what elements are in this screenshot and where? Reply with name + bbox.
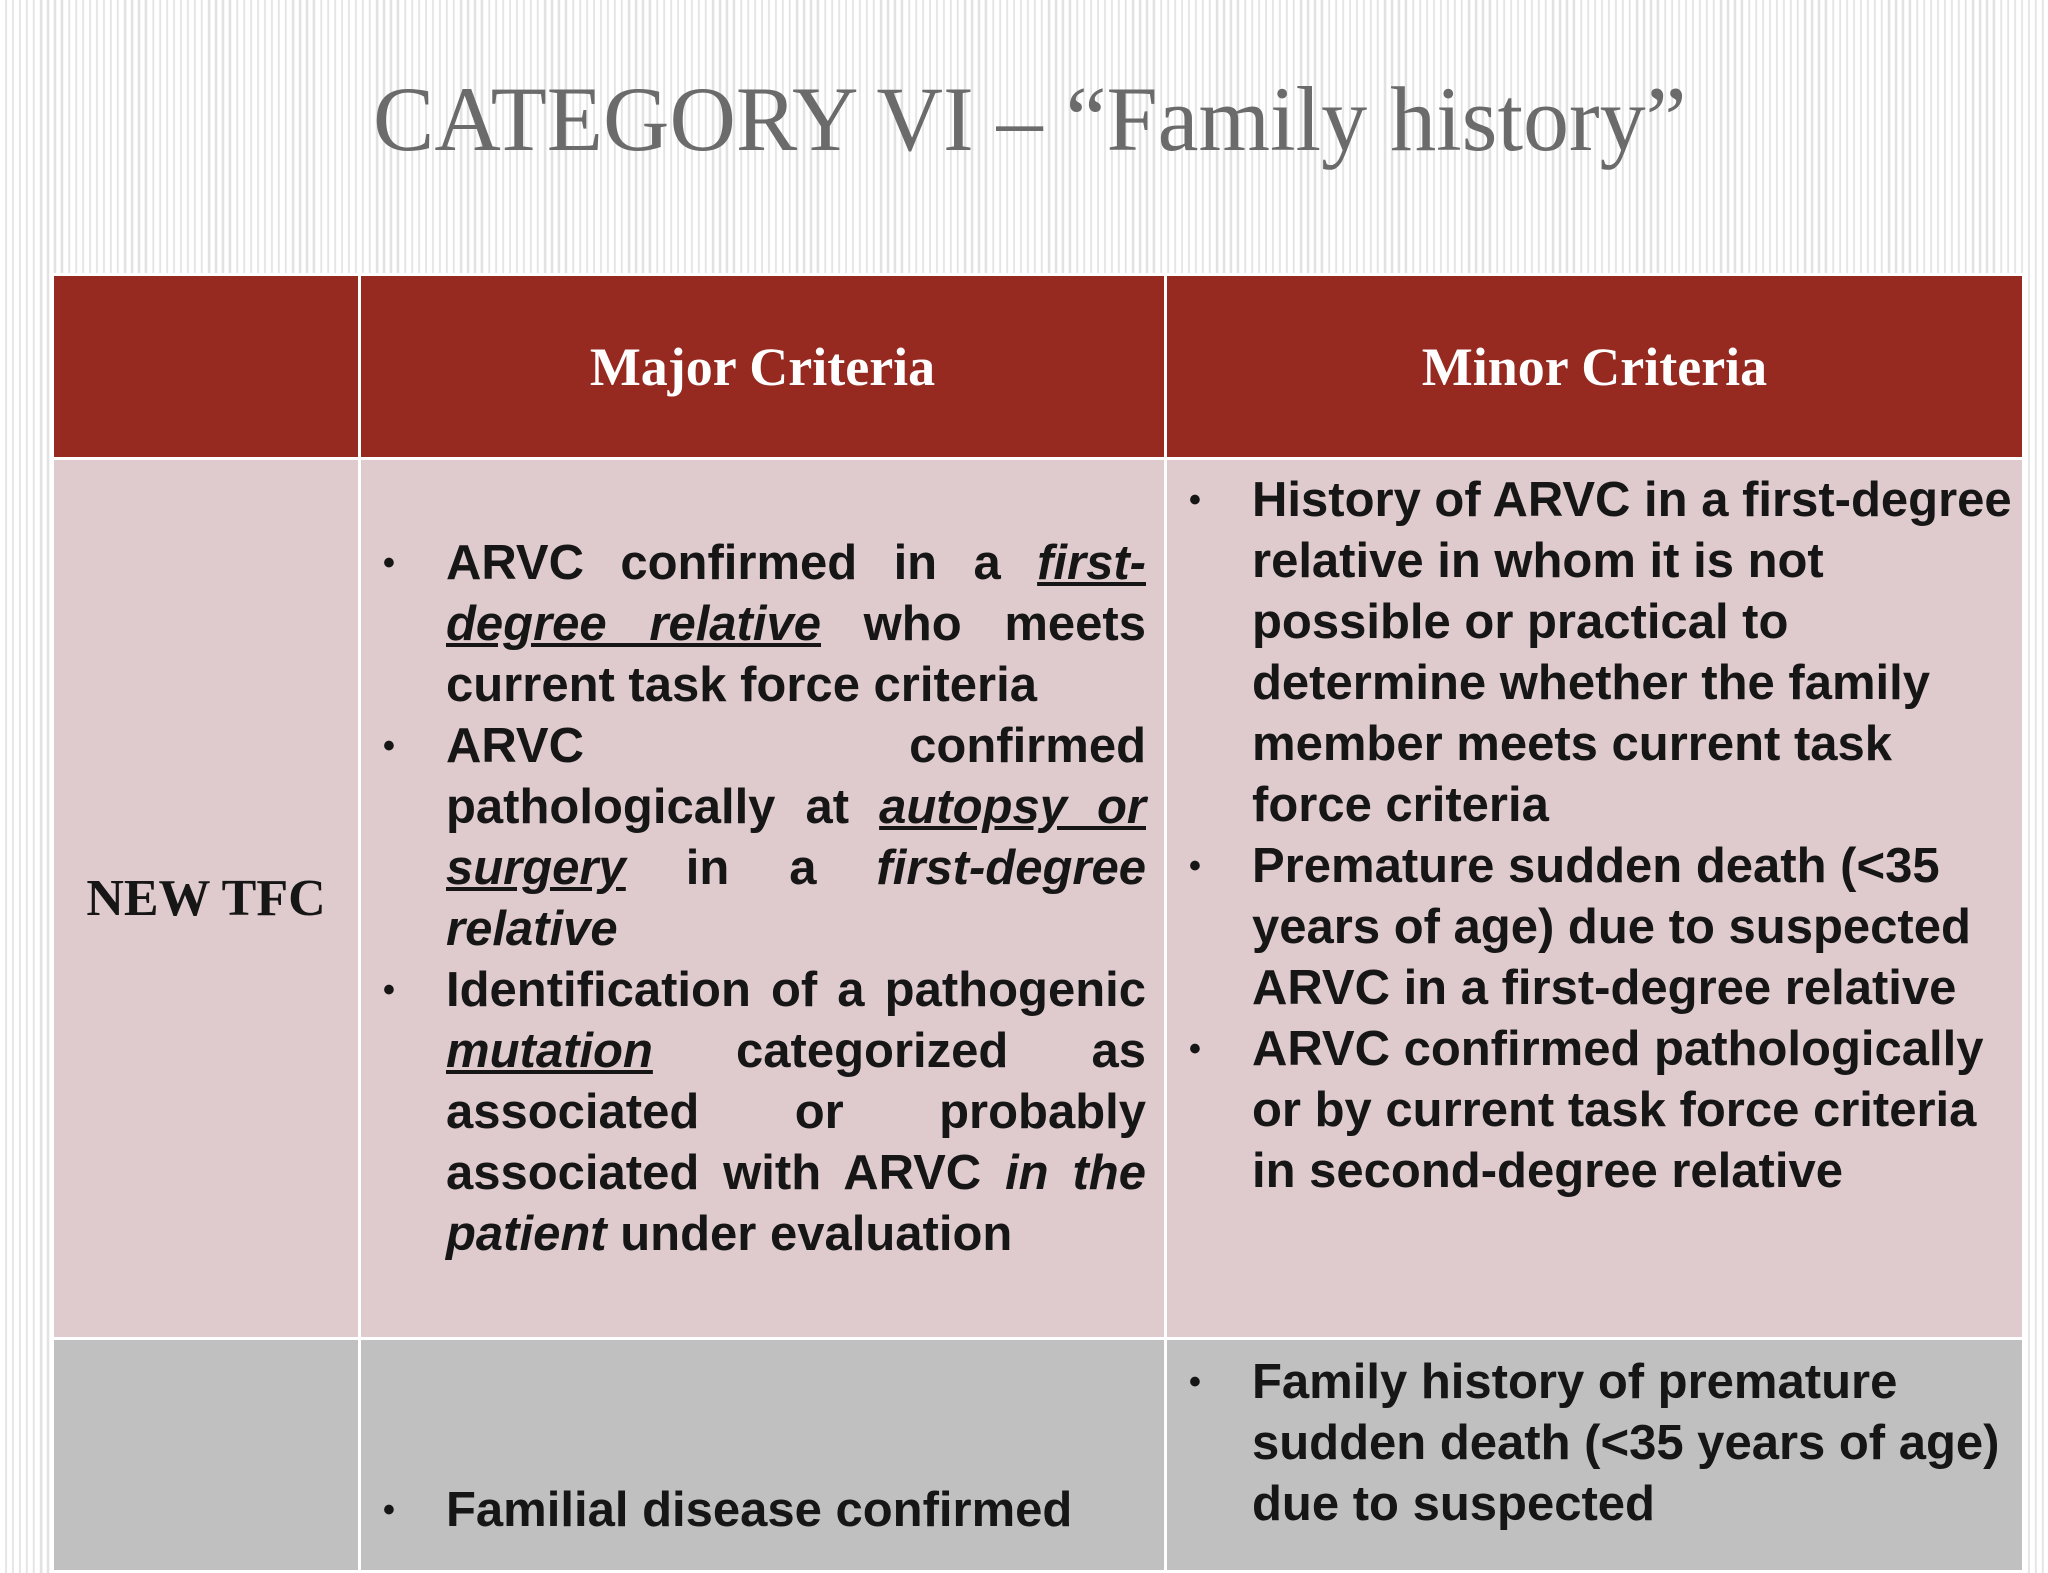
table-row-old-tfc [53, 1339, 2024, 1572]
old-tfc-major-cell [360, 1339, 1166, 1572]
minor-criterion-item: • History of ARVC in a first-degree relative in whom it is not possible or practical to determine whether the family member meets current task force criteria [1167, 470, 2022, 836]
row-label-old-tfc [53, 1339, 360, 1572]
old-tfc-minor-list [1167, 1340, 2022, 1535]
header-minor-criteria: Minor Criteria [1166, 275, 2024, 459]
major-criterion-item: • ARVC confirmed in a first-degree relative who meets current task force criteria [361, 533, 1146, 716]
table-row-new-tfc [53, 459, 2024, 1339]
major-criterion-item: • Familial disease confirmed [361, 1480, 1164, 1541]
old-tfc-major-list [361, 1340, 1164, 1541]
slide-title: CATEGORY VI – “Family history” [373, 68, 1687, 170]
criteria-table [51, 273, 2025, 1573]
new-tfc-minor-cell [1166, 459, 2024, 1339]
new-tfc-major-cell [360, 459, 1166, 1339]
header-major-criteria: Major Criteria [360, 275, 1166, 459]
row-label-new-tfc: NEW TFC [53, 459, 360, 1339]
major-criterion-item: • ARVC confirmed pathologically at autopsy or surgery in a first-degree relative [361, 716, 1146, 960]
minor-criterion-item: • ARVC confirmed pathologically or by current task force criteria in second-degree relative [1167, 1019, 2022, 1202]
table-header-row [53, 275, 2024, 459]
major-criterion-item: • Identification of a pathogenic mutation categorized as associated or probably associated with ARVC in the patient under evaluation [361, 960, 1146, 1265]
minor-criterion-item: • Premature sudden death (<35 years of age) due to suspected ARVC in a first-degree relative [1167, 836, 2022, 1019]
new-tfc-major-list [361, 533, 1164, 1265]
new-tfc-minor-list [1167, 460, 2022, 1202]
header-corner-cell [53, 275, 360, 459]
old-tfc-minor-cell [1166, 1339, 2024, 1572]
minor-criterion-item: • Family history of premature sudden death (<35 years of age) due to suspected [1167, 1352, 2022, 1535]
